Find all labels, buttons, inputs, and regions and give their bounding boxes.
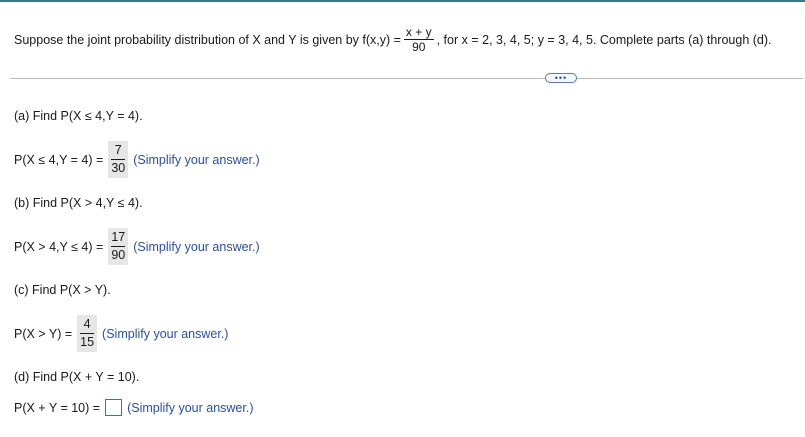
part-a-heading: (a) Find P(X ≤ 4,Y = 4). xyxy=(14,109,143,123)
part-c-numerator: 4 xyxy=(83,317,91,331)
part-b-answer-field[interactable] xyxy=(108,228,128,265)
more-options-button[interactable]: ••• xyxy=(545,73,577,83)
part-d-answer-row xyxy=(14,399,254,416)
part-c-answer-row xyxy=(14,315,228,352)
part-a-lhs: P(X ≤ 4,Y = 4) = xyxy=(14,152,104,167)
prompt-fraction-numerator: x + y xyxy=(405,25,432,39)
part-b-lhs: P(X > 4,Y ≤ 4) = xyxy=(14,239,104,254)
part-c-denominator: 15 xyxy=(80,335,95,349)
prompt-fraction-denominator: 90 xyxy=(412,40,426,54)
part-a-denominator: 30 xyxy=(111,161,126,175)
part-d-answer-input[interactable] xyxy=(105,399,122,416)
part-d-hint: (Simplify your answer.) xyxy=(127,400,254,415)
part-d-heading: (d) Find P(X + Y = 10). xyxy=(14,370,140,384)
section-divider xyxy=(10,78,803,79)
part-d-lhs: P(X + Y = 10) = xyxy=(14,400,101,415)
fraction-bar xyxy=(80,333,94,334)
part-a-answer-field[interactable] xyxy=(108,141,128,178)
part-a-answer-row xyxy=(14,141,260,178)
part-c-answer-field[interactable] xyxy=(77,315,97,352)
part-c-hint: (Simplify your answer.) xyxy=(102,326,229,341)
part-b-denominator: 90 xyxy=(111,248,126,262)
part-b-heading: (b) Find P(X > 4,Y ≤ 4). xyxy=(14,196,143,210)
part-a-hint: (Simplify your answer.) xyxy=(133,152,260,167)
part-c-heading: (c) Find P(X > Y). xyxy=(14,283,111,297)
prompt-text-before: Suppose the joint probability distribution of X and Y is given by f(x,y) = xyxy=(14,32,401,47)
question-prompt xyxy=(14,25,772,54)
prompt-fraction xyxy=(404,25,434,54)
part-c-lhs: P(X > Y) = xyxy=(14,326,73,341)
part-a-numerator: 7 xyxy=(114,143,122,157)
fraction-bar xyxy=(111,246,125,247)
top-accent-bar xyxy=(0,0,805,2)
part-b-hint: (Simplify your answer.) xyxy=(133,239,260,254)
part-b-answer-row xyxy=(14,228,260,265)
fraction-bar xyxy=(111,159,125,160)
part-b-numerator: 17 xyxy=(111,230,126,244)
prompt-text-after: , for x = 2, 3, 4, 5; y = 3, 4, 5. Complete parts (a) through (d). xyxy=(436,32,772,47)
